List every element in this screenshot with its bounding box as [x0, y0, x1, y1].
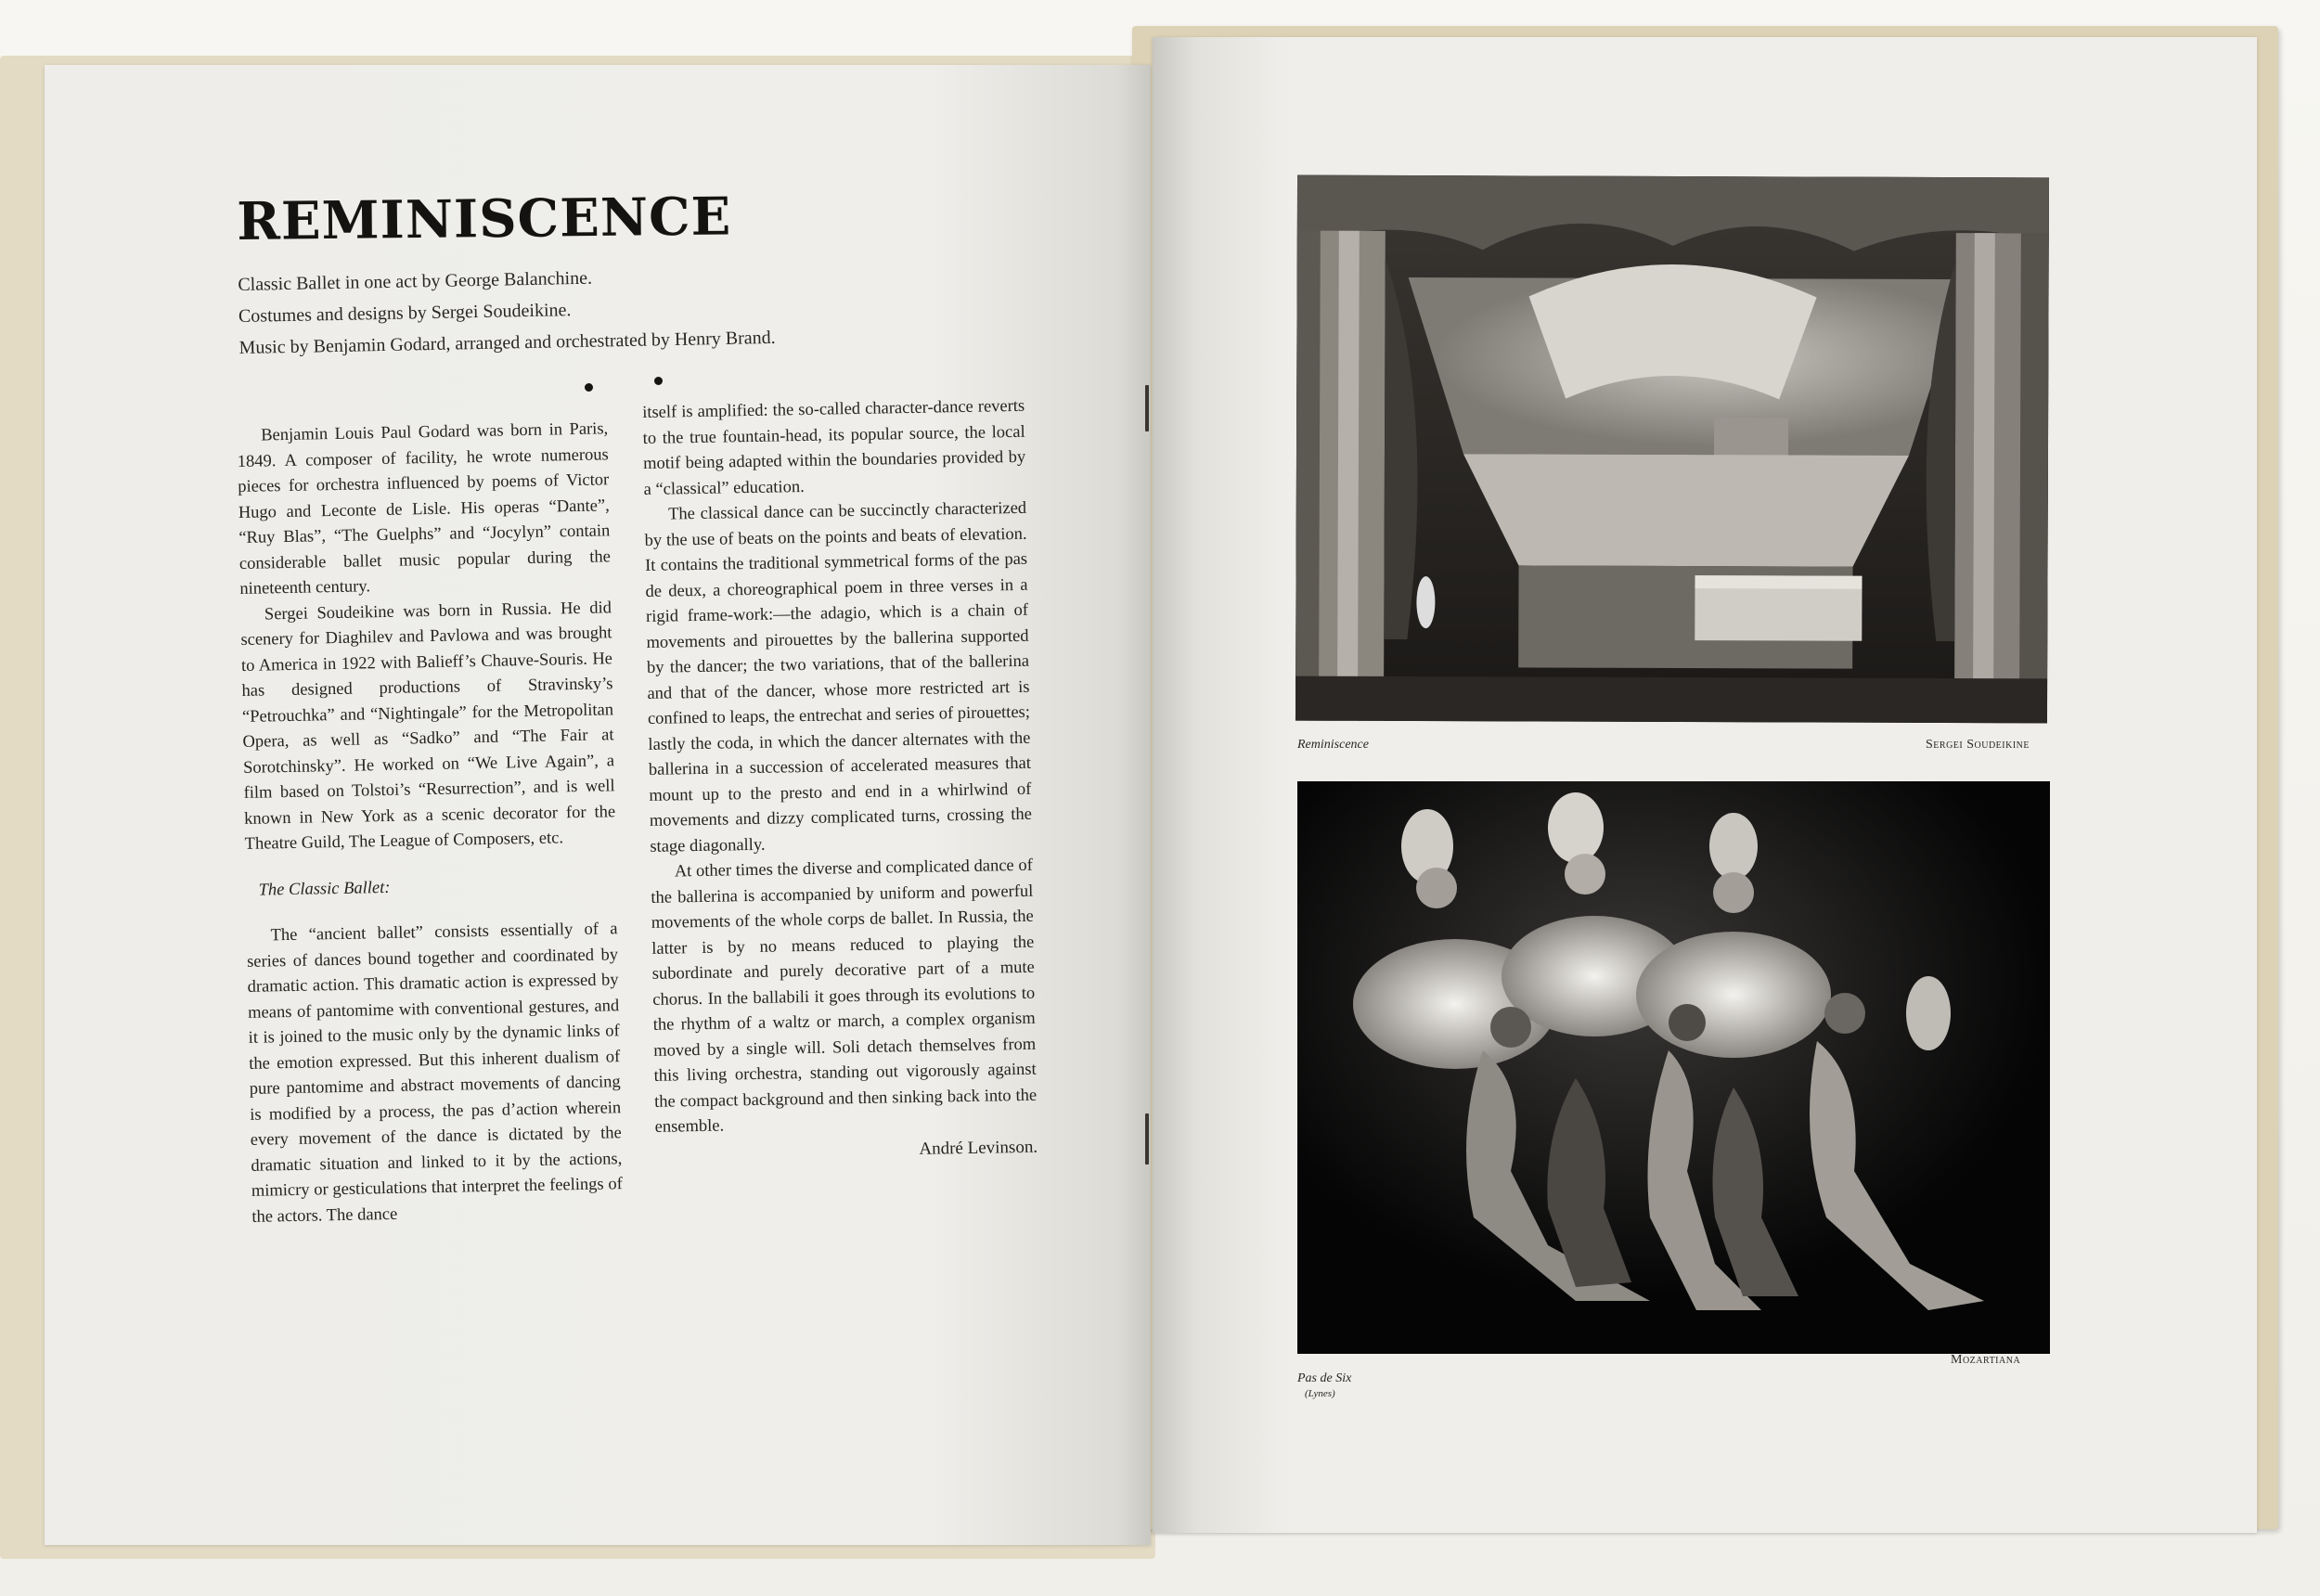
photo-caption-title: Pas de Six	[1297, 1371, 1352, 1385]
paragraph: itself is amplified: the so-called character-dance reverts to the true fountain-head, its popular source, the local motif being adapted within the boundaries provided by a “classical” education.	[642, 396, 1026, 499]
photo-caption-title: Reminiscence	[1297, 738, 1369, 752]
paragraph: Sergei Soudeikine was born in Russia. He did scenery for Diaghilev and Pavlowa and was brought to America in 1922 with Balieff’s Chauve-Souris. He has designed productions of Stravinsky’s “Petrouchka” and “Nightingale” for the Metropolitan Opera, as well as “Sadko” and “The Fair at Sorotchinsky”. He worked on “We Live Again”, a film based on Tolstoi’s “Resurrection”, and is well known in New York as a scenic decorator for the Theatre Guild, The League of Composers, etc.	[240, 598, 616, 854]
text-column-2	[642, 394, 1038, 1166]
ornament-dot	[654, 377, 663, 385]
credit-line: Classic Ballet in one act by George Balanchine.	[238, 267, 593, 295]
photo-caption-credit: Sergei Soudeikine	[1926, 738, 2030, 752]
credit-line: Music by Benjamin Godard, arranged and orchestrated by Henry Brand.	[238, 327, 776, 358]
paragraph: The “ancient ballet” consists essentially of a series of dances bound together and coordinated by dramatic action. This dramatic action is expressed by means of pantomime with conventional gestures, and it is joined to the music only by the dynamic links of the emotion expressed. But this inherent dualism of pure pantomime and abstract movements of dancing is modified by a process, the pas d’action wherein every movement of the dance is dictated by the dramatic situation and linked to it by the actions, mimicry or gesticulations that interpret the feelings of the actors. The dance	[246, 920, 623, 1227]
paragraph: The classical dance can be succinctly characterized by the use of beats on the points and beats of elevation. It contains the traditional symmetrical forms of the pas de deux, a choreographical poem in three verses in a rigid frame-work:—the adagio, which is a chain of movements and pirouettes by the ballerina supported by the dancer; the two variations, that of the ballerina and that of the dancer, whose more restricted art is confined to leaps, the entrechat and series of pirouettes; lastly the coda, in which the dancer alternates with the ballerina in a succession of accelerated measures that mount up to the presto and end in a whirlwind of movements and dizzy complicated turns, crossing the stage diagonally.	[644, 498, 1033, 856]
author-signature: André Levinson.	[919, 1137, 1038, 1159]
photo-caption-subcredit: (Lynes)	[1305, 1388, 1335, 1399]
ornament-dot	[585, 383, 593, 392]
credit-line: Costumes and designs by Sergei Soudeikine.	[238, 300, 572, 327]
paragraph: Benjamin Louis Paul Godard was born in Paris, 1849. A composer of facility, he wrote numerous pieces for orchestra influenced by poems of Victor Hugo and Leconte de Lisle. His operas “Dante”, “Ruy Blas”, “The Guelphs” and “Jocylyn” contain considerable ballet music popular during the nineteenth century.	[237, 419, 612, 598]
photo-caption-credit: Mozartiana	[1951, 1353, 2021, 1367]
dancers-photo	[1297, 781, 2050, 1354]
page-title: REMINISCENCE	[237, 186, 732, 252]
stage-set-illustration	[1295, 175, 2049, 724]
dancers-illustration	[1297, 781, 2050, 1354]
binding-staple	[1145, 1113, 1149, 1165]
stage-set-photo	[1295, 175, 2049, 724]
paragraph: At other times the diverse and complicated dance of the ballerina is accompanied by uniform and powerful movements of the whole corps de ballet. In Russia, the latter is by no means reduced to playing the subordinate and purely decorative part of a mute chorus. In the ballabili it goes through its evolutions to the rhythm of a waltz or march, a complex organism moved by a single will. Soli detach themselves from this living orchestra, standing out vigorously against the compact background and then sinking back into the ensemble.	[651, 856, 1038, 1137]
text-column-1	[237, 417, 624, 1230]
binding-staple	[1145, 385, 1149, 431]
section-subheading: The Classic Ballet:	[258, 878, 391, 900]
credits	[238, 255, 945, 364]
